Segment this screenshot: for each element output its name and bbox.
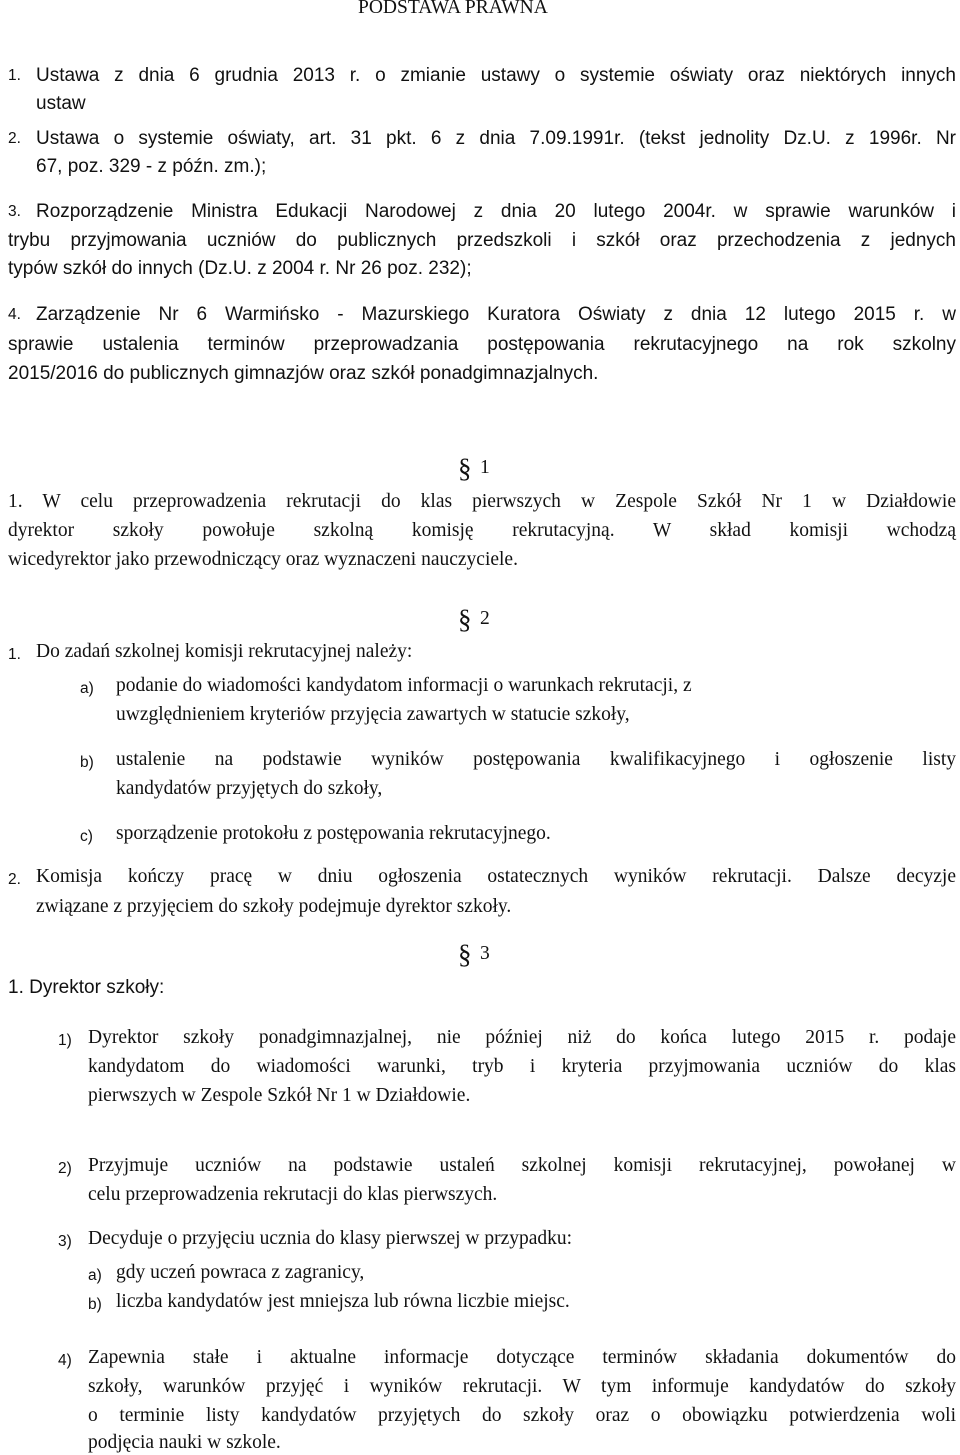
section-number: 1 [480,457,490,478]
section-sign-icon: § [458,453,472,483]
list-item-text: o terminie listy kandydatów przyjętych do szkoły oraz o obowiązku potwierdzenia woli [88,1405,956,1426]
list-item-text: typów szkół do innych (Dz.U. z 2004 r. Nr 26 poz. 232); [8,258,472,279]
list-label: a) [88,1267,102,1284]
list-label: c) [80,828,93,845]
list-number: 3. [8,203,21,220]
list-item-text: Rozporządzenie Ministra Edukacji Narodowej z dnia 20 lutego 2004r. w sprawie warunków i [36,201,956,222]
paragraph-line: wicedyrektor jako przewodniczący oraz wyznaczeni nauczyciele. [8,549,518,570]
list-item-text: uwzględnieniem kryteriów przyjęcia zawartych w statucie szkoły, [116,704,630,725]
paragraph-line: Komisja kończy pracę w dniu ogłoszenia ostatecznych wyników rekrutacji. Dalsze decyzje [36,866,956,887]
list-item-text: Dyrektor szkoły ponadgimnazjalnej, nie później niż do końca lutego 2015 r. podaje [88,1027,956,1048]
list-item-text: sprawie ustalenia terminów przeprowadzania postępowania rekrutacyjnego na rok szkolny [8,334,956,355]
section-number: 2 [480,608,490,629]
list-item-text: Ustawa z dnia 6 grudnia 2013 r. o zmianie ustawy o systemie oświaty oraz niektórych innych [36,65,956,86]
list-item-text: 2015/2016 do publicznych gimnazjów oraz szkół ponadgimnazjalnych. [8,363,599,384]
paragraph-line: związane z przyjęciem do szkoły podejmuje dyrektor szkoły. [36,896,512,917]
list-item-text: sporządzenie protokołu z postępowania rekrutacyjnego. [116,823,551,844]
list-item-text: celu przeprowadzenia rekrutacji do klas pierwszych. [88,1184,498,1205]
list-number: 2. [8,130,21,147]
list-label: a) [80,680,94,697]
list-item-text: ustalenie na podstawie wyników postępowania kwalifikacyjnego i ogłoszenie listy [116,749,956,770]
list-item-text: Decyduje o przyjęciu ucznia do klasy pierwszej w przypadku: [88,1228,573,1249]
list-item-text: liczba kandydatów jest mniejsza lub równa liczbie miejsc. [116,1291,570,1312]
list-number: 2. [8,871,21,888]
list-label: b) [80,754,94,771]
list-label: b) [88,1296,102,1313]
list-label: 1) [58,1032,72,1049]
list-item-text: 67, poz. 329 - z późn. zm.); [36,156,267,177]
section-number: 3 [480,943,490,964]
paragraph-line: Do zadań szkolnej komisji rekrutacyjnej należy: [36,641,413,662]
list-item-text: Przyjmuje uczniów na podstawie ustaleń szkolnej komisji rekrutacyjnej, powołanej w [88,1155,956,1176]
list-number: 1. [8,67,21,84]
list-item-text: szkoły, warunków przyjęć i wyników rekrutacji. W tym informuje kandydatów do szkoły [88,1376,956,1397]
list-item-text: Zarządzenie Nr 6 Warmińsko - Mazurskiego Kuratora Oświaty z dnia 12 lutego 2015 r. w [36,304,956,325]
paragraph-line: 1. W celu przeprowadzenia rekrutacji do klas pierwszych w Zespole Szkół Nr 1 w Działdowie [8,491,956,512]
section-sign-icon: § [458,604,472,634]
list-item-text: gdy uczeń powraca z zagranicy, [116,1262,365,1283]
section-sign-icon: § [458,939,472,969]
list-label: 3) [58,1233,72,1250]
list-label: 4) [58,1352,72,1369]
list-number: 4. [8,306,21,323]
list-item-text: kandydatów przyjętych do szkoły, [116,778,383,799]
list-label: 2) [58,1160,72,1177]
list-number: 1. [8,646,21,663]
list-item-text: ustaw [36,93,86,114]
list-item-text: Ustawa o systemie oświaty, art. 31 pkt. 6 z dnia 7.09.1991r. (tekst jednolity Dz.U. z 1996r. Nr [36,128,956,149]
list-item-text: pierwszych w Zespole Szkół Nr 1 w Działdowie. [88,1085,471,1106]
page-title: PODSTAWA PRAWNA [358,0,548,18]
list-item-text: podanie do wiadomości kandydatom informacji o warunkach rekrutacji, z [116,675,692,696]
list-item-text: Zapewnia stałe i aktualne informacje dotyczące terminów składania dokumentów do [88,1347,956,1368]
list-item-text: podjęcia nauki w szkole. [88,1432,281,1453]
list-item-text: trybu przyjmowania uczniów do publicznych przedszkoli i szkół oraz przechodzenia z jednych [8,230,956,251]
paragraph-line: 1. Dyrektor szkoły: [8,977,165,998]
list-item-text: kandydatom do wiadomości warunki, tryb i kryteria przyjmowania uczniów do klas [88,1056,956,1077]
paragraph-line: dyrektor szkoły powołuje szkolną komisję rekrutacyjną. W skład komisji wchodzą [8,520,956,541]
